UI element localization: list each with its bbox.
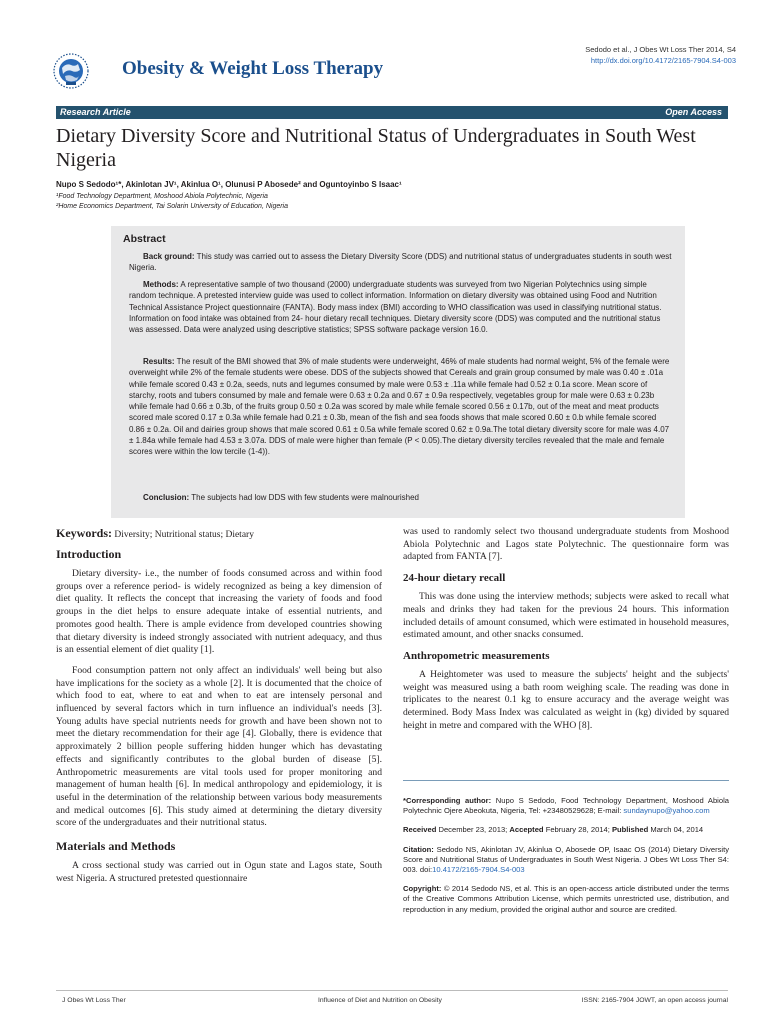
conclusion-text: The subjects had low DDS with few students were malnourished — [189, 493, 419, 502]
right-column — [403, 526, 729, 732]
doi-link[interactable]: http://dx.doi.org/10.4172/2165-7904.S4-003 — [590, 56, 736, 65]
abstract-heading: Abstract — [123, 233, 166, 245]
published-label: Published — [611, 825, 649, 835]
publisher-logo — [52, 52, 90, 90]
copyright-label: Copyright: — [403, 884, 442, 894]
corresponding-text: Nupo S Sedodo, Food Technology Department, Moshood Abiola Polytechnic Ojere Abeokuta, Nigeria, Tel: +23480529628; E-mail: — [403, 796, 729, 816]
intro-paragraph-1: Dietary diversity- i.e., the number of foods consumed across and within food groups over a reference period- is widely recognized as being a key dimension of diet quality. It reflects the concept that increasing the variety of foods and food groups in the diet helps to ensure adequate intake of essential nutrients, and promotes good health. There is ample evidence from developed countries showing that dietary diversity is indeed strongly associated with nutrient adequacy, and thus is an essential element of diet quality [1]. — [56, 568, 382, 656]
footer-divider — [56, 990, 728, 991]
recall-heading: 24-hour dietary recall — [403, 572, 506, 585]
background-label: Back ground: — [143, 252, 195, 261]
received-label: Received — [403, 825, 437, 835]
author-list: Nupo S Sedodo¹*, Akinlotan JV¹, Akinlua O¹, Olunusi P Abosede² and Oguntoyinbo S Isaac¹ — [56, 180, 402, 189]
open-access-label: Open Access — [665, 107, 722, 117]
affiliation-1: ¹Food Technology Department, Moshood Abiola Polytechnic, Nigeria — [56, 193, 268, 200]
keywords-label: Keywords: — [56, 526, 112, 540]
methods-heading: Materials and Methods — [56, 839, 176, 854]
affiliation-2: ²Home Economics Department, Tai Solarin University of Education, Nigeria — [56, 203, 289, 210]
citation-text: Sedodo NS, Akinlotan JV, Akinlua O, Abosede OP, Isaac OS (2014) Dietary Diversity Score and Nutritional Status of Undergraduates in South West Nigeria. J Obes Wt Loss Ther S4: 003. doi: — [403, 844, 729, 875]
methods-text: A representative sample of two thousand (2000) undergraduate students was surveyed from two Nigerian Polytechnics using simple random technique. A pretested interview guide was used to collect information. Information on dietary diversity was obtained using Food and Nutrition Technical Assistance Project questionnaire (FANTA). Body mass index (BMI) according to WHO classification was used in classifying nutritional status. Information on food intake was obtained from 24- hour dietary recall techniques. Dietary diversity score (DDS) was computed and the nutritional status was assessed. Data were analyzed using descriptive statistics; SPSS software package version 16.0. — [129, 280, 662, 335]
results-text: The result of the BMI showed that 3% of male students were underweight, 46% of male students had normal weight, 5% of the female were overweight while 2% of the female students were obese. DDS of the subjects showed that Cereals and grain group consumed by male was 0.40 ± .01a while female scored 0.43 ± 0.2a, seeds, nuts and legumes consumed by male were 0.53 ± .11a while female had 0.52 ± 0.1a score. Mean score of starchy, roots and tubers consumed by male and female were 0.63 ± 0.2a and 0.67 ± 0.9a respectively, vegetables group for male were 0.63 ± 0.23b while female had 0.66 ± 0.3b, of the fruits group 0.50 ± 0.2a was scored by male while female scored 0.56 ± 0.17b, out of the meat and meat products scored male scored 0.17 ± 0.3a while female had 0.21 ± 0.3b, mean of the fish and sea foods shows that male scored 0.60 ± 0.b while female scored 0.86 ± 0.2a. Oil and dairies group shows that male scored 0.61 ± 0.5a while female scored 0.62 ± 0.9a.The total dietary diversity score for male was 4.07 ± 1.84a while female had 4.53 ± 3.07a. DDS of male were higher than female (P < 0.05).The dietary diversity terciles revealed that the male and female scores were within the low tercile (1-4)). — [129, 357, 670, 457]
received-date: December 23, 2013; — [436, 825, 510, 835]
accepted-date: February 28, 2014; — [543, 825, 612, 835]
dates — [403, 825, 729, 835]
copyright-text: © 2014 Sedodo NS, et al. This is an open-access article distributed under the terms of the Creative Commons Attribution License, which permits unrestricted use, distribution, and reproduction in any medium, provided the original author and source are credited. — [403, 884, 729, 914]
paper-title: Dietary Diversity Score and Nutritional Status of Undergraduates in South West Nigeria — [56, 125, 696, 171]
abstract-methods — [129, 279, 673, 335]
published-date: March 04, 2014 — [648, 825, 704, 835]
intro-heading: Introduction — [56, 547, 122, 561]
methods-paragraph-1: A cross sectional study was carried out in Ogun state and Lagos state, South west Nigeria. A structured pretested questionnaire — [56, 860, 382, 884]
citation-doi-link[interactable]: 10.4172/2165-7904.S4-003 — [432, 865, 525, 875]
abstract-results — [129, 356, 673, 458]
recall-paragraph: This was done using the interview methods; subjects were asked to recall what meals and drinks they had taken for the previous 24 hours. This information included details of amount consumed, which were estimated in household measures, estimated amount, and other snacks consumed. — [403, 591, 729, 641]
corresponding-label: *Corresponding author: — [403, 796, 492, 805]
article-type-label: Research Article — [60, 107, 131, 117]
anthropometric-heading: Anthropometric measurements — [403, 649, 550, 662]
accepted-label: Accepted — [509, 825, 544, 835]
footnotes — [403, 796, 729, 915]
abstract-conclusion — [129, 492, 673, 503]
keywords-text: Diversity; Nutritional status; Dietary — [112, 530, 254, 540]
copyright-note — [403, 884, 729, 915]
journal-title: Obesity & Weight Loss Therapy — [122, 58, 384, 79]
citation-line: Sedodo et al., J Obes Wt Loss Ther 2014, S4 — [585, 45, 736, 54]
citation-label: Citation: — [403, 844, 434, 854]
footer-issn: ISSN: 2165-7904 JOWT, an open access journal — [581, 997, 728, 1004]
email-link[interactable]: sundaynupo@yahoo.com — [623, 806, 710, 816]
abstract-background — [129, 251, 673, 274]
article-type-bar — [56, 106, 728, 119]
methods-label: Methods: — [143, 280, 179, 289]
methods-paragraph-cont: was used to randomly select two thousand undergraduate students from Moshood Abiola Polytechnic and Lagos state Polytechnic. The questionnaire form was adapted from FANTA [7]. — [403, 526, 729, 563]
background-text: This study was carried out to assess the Dietary Diversity Score (DDS) and nutritional status of undergraduates students in south west Nigeria. — [129, 252, 672, 273]
running-header — [585, 44, 736, 66]
citation-note — [403, 845, 729, 876]
conclusion-label: Conclusion: — [143, 493, 190, 502]
left-column — [56, 526, 382, 885]
intro-paragraph-2: Food consumption pattern not only affect an individuals' well being but also have implications for the society as a whole [2]. It is documented that the choice of which food to eat, where to eat and when to eat are intensely personal and influenced by several factors which in turn influence an individual's needs [3]. Young adults have special nutrients needs for growth and have been shown not to meet the dietary recommendation for their age [4]. Globally, there is evidence that approximately 2 billion people suffering hidden hunger which has devastating effects and significantly contributes to the global burden of disease [5]. Anthropometric measurements are vital tools used for proper monitoring and management of human health [6]. In medical anthropology and epidemiology, it is useful in the determination of the relationship between various body measurements and medical outcomes [6]. This study aimed at determining the dietary diversity score of the undergraduates and their nutritional status. — [56, 664, 382, 829]
abstract-box — [111, 226, 685, 518]
anthropometric-paragraph: A Heightometer was used to measure the subjects' height and the subjects' weight was measured using a bath room weighing scale. The reading was done in triplicates to the nearest 0.1 kg to ensure accuracy and the average weight was determined. Body Mass Index was calculated as weight in (kg) divided by squared height in metre and compared with the WHO [8]. — [403, 668, 729, 731]
globe-icon — [52, 52, 90, 90]
results-label: Results: — [143, 357, 175, 366]
keywords — [56, 526, 382, 541]
corresponding-author — [403, 796, 729, 816]
footnote-divider — [403, 780, 729, 781]
footer-journal: J Obes Wt Loss Ther — [62, 997, 126, 1004]
footer-issue-title: Influence of Diet and Nutrition on Obesity — [318, 997, 442, 1004]
